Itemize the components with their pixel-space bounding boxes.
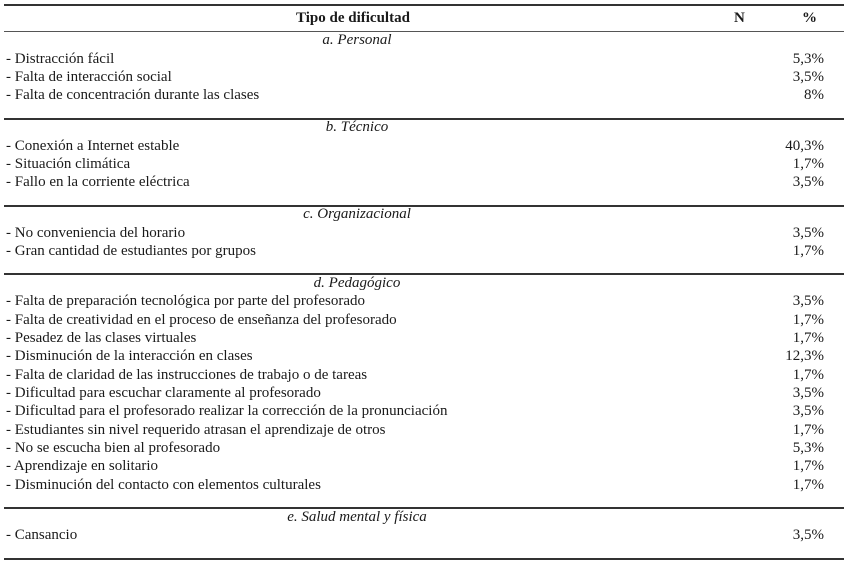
section-title-salud: e. Salud mental y física xyxy=(287,509,427,525)
section-title-personal: a. Personal xyxy=(322,32,392,48)
header-rule xyxy=(4,31,844,32)
table-row: - Disminución del contacto con elementos culturales 1,7% xyxy=(6,477,824,493)
header-tipo: Tipo de dificultad xyxy=(296,10,410,26)
table-row: - No se escucha bien al profesorado 5,3% xyxy=(6,440,824,456)
header-pct: % xyxy=(802,10,817,26)
table-row: - Falta de claridad de las instrucciones de trabajo o de tareas 1,7% xyxy=(6,367,824,383)
table-row: - Falta de interacción social 3,5% xyxy=(6,69,824,85)
bottom-rule xyxy=(4,558,844,560)
section-title-tecnico: b. Técnico xyxy=(325,119,389,135)
section-title-organizacional: c. Organizacional xyxy=(303,206,411,222)
table-row: - Falta de concentración durante las clases 8% xyxy=(6,87,824,103)
table-row: - No conveniencia del horario 3,5% xyxy=(6,225,824,241)
table-row: - Gran cantidad de estudiantes por grupos 1,7% xyxy=(6,243,824,259)
table-row: - Falta de creatividad en el proceso de enseñanza del profesorado 1,7% xyxy=(6,312,824,328)
table-row: - Disminución de la interacción en clases 12,3% xyxy=(6,348,824,364)
table-row: - Situación climática 1,7% xyxy=(6,156,824,172)
table-row: - Cansancio 3,5% xyxy=(6,527,824,543)
table-row: - Aprendizaje en solitario 1,7% xyxy=(6,458,824,474)
table-row: - Fallo en la corriente eléctrica 3,5% xyxy=(6,174,824,190)
table-row: - Falta de preparación tecnológica por parte del profesorado 3,5% xyxy=(6,293,824,309)
table-row: - Estudiantes sin nivel requerido atrasan el aprendizaje de otros 1,7% xyxy=(6,422,824,438)
table-row: - Conexión a Internet estable 40,3% xyxy=(6,138,824,154)
header-n: N xyxy=(734,10,745,26)
top-rule xyxy=(4,4,844,6)
table-row: - Dificultad para escuchar claramente al profesorado 3,5% xyxy=(6,385,824,401)
section-title-pedagogico: d. Pedagógico xyxy=(313,275,401,291)
section-rule xyxy=(4,273,844,275)
table-row: - Distracción fácil 5,3% xyxy=(6,51,824,67)
table-row: - Dificultad para el profesorado realizar la corrección de la pronunciación 3,5% xyxy=(6,403,824,419)
section-rule xyxy=(4,118,844,120)
section-rule xyxy=(4,205,844,207)
table-row: - Pesadez de las clases virtuales 1,7% xyxy=(6,330,824,346)
